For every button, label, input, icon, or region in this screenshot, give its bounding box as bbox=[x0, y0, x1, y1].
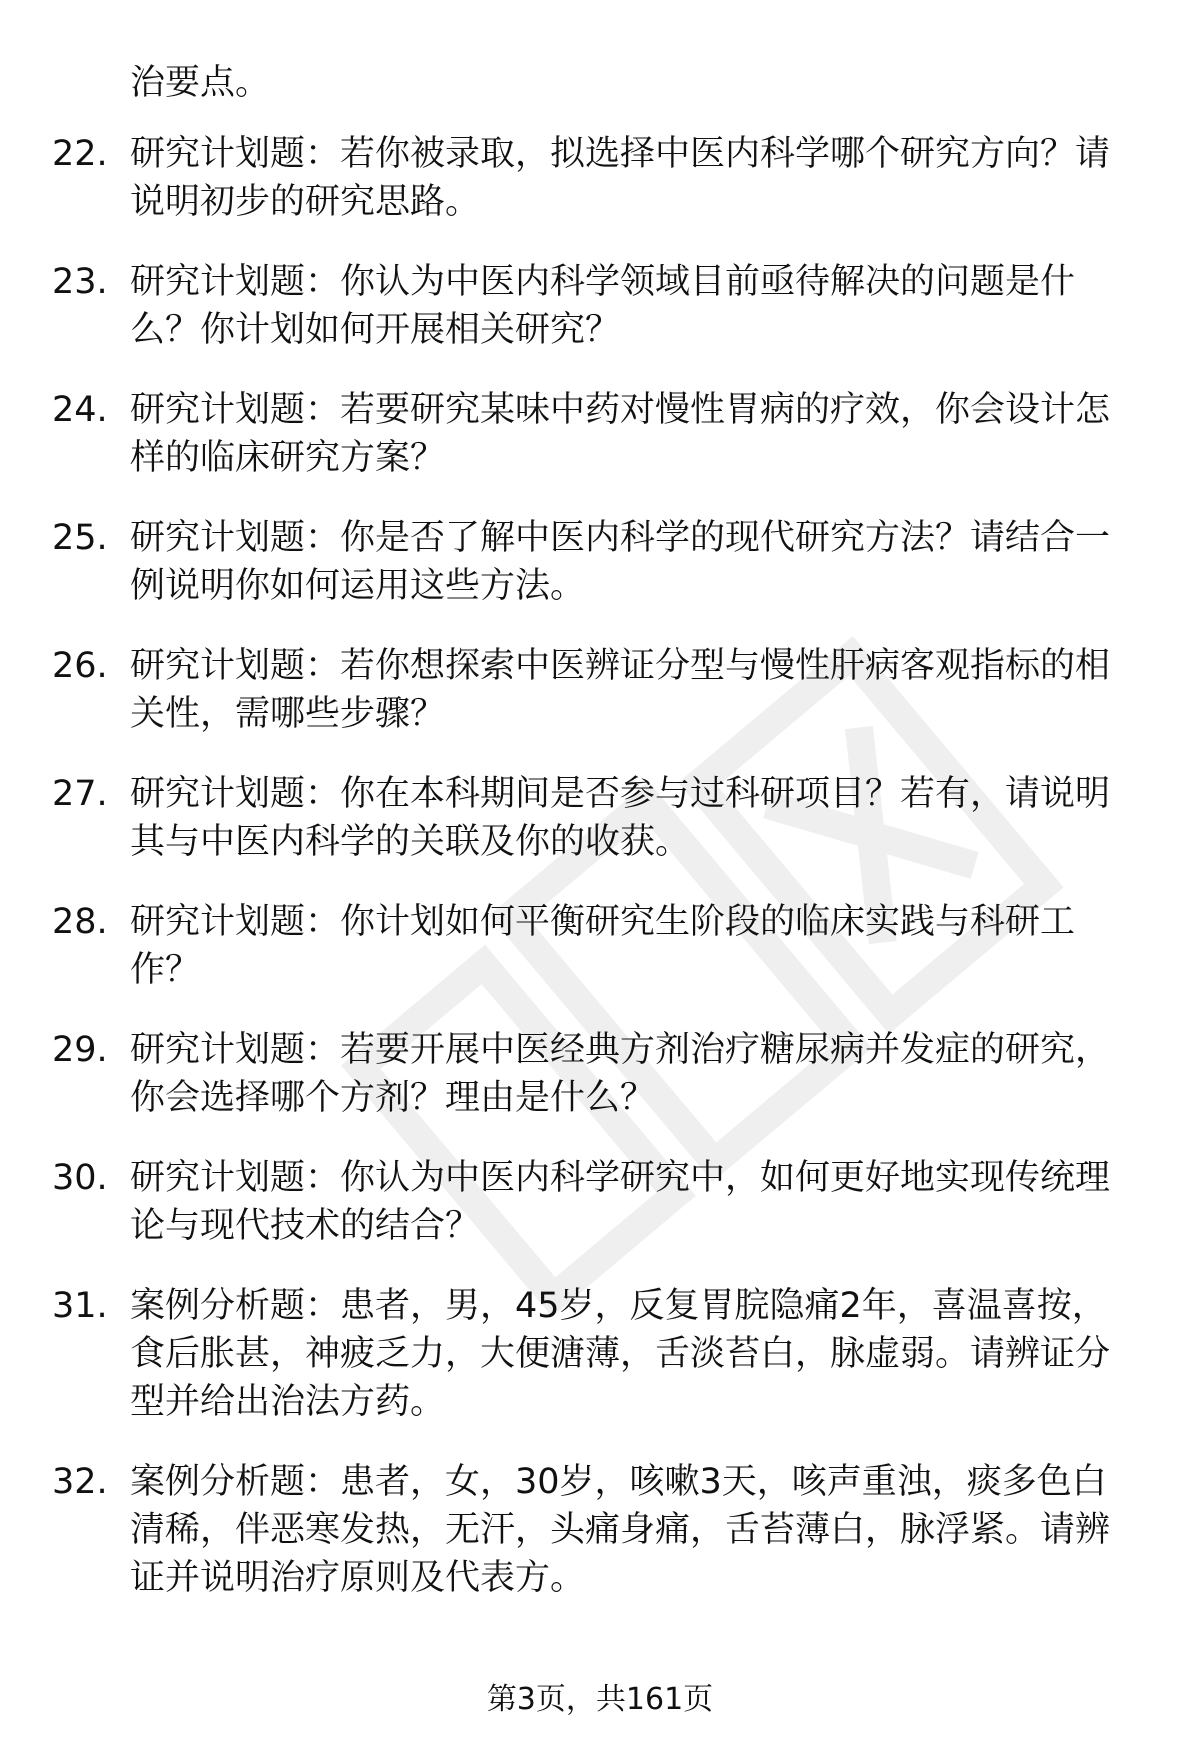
question-item bbox=[0, 258, 1200, 354]
question-text: 研究计划题：你认为中医内科学领域目前亟待解决的问题是什么？你计划如何开展相关研究？ bbox=[130, 262, 1076, 350]
question-number: 23. bbox=[52, 262, 108, 302]
question-number: 32. bbox=[52, 1462, 108, 1502]
question-number: 24. bbox=[52, 390, 108, 430]
question-number: 28. bbox=[52, 902, 108, 942]
question-item bbox=[0, 1282, 1200, 1426]
continuation-text: 治要点。 bbox=[130, 63, 271, 103]
question-item bbox=[0, 386, 1200, 482]
question-text: 案例分析题：患者，男，45岁，反复胃脘隐痛2年，喜温喜按，食后胀甚，神疲乏力，大便溏薄，舌淡苔白，脉虚弱。请辨证分型并给出治法方药。 bbox=[130, 1286, 1111, 1422]
question-text: 研究计划题：若要开展中医经典方剂治疗糖尿病并发症的研究，你会选择哪个方剂？理由是什么？ bbox=[130, 1030, 1111, 1118]
question-item bbox=[0, 514, 1200, 610]
question-number: 27. bbox=[52, 774, 108, 814]
question-text: 研究计划题：你是否了解中医内科学的现代研究方法？请结合一例说明你如何运用这些方法。 bbox=[130, 518, 1111, 606]
question-text: 研究计划题：你计划如何平衡研究生阶段的临床实践与科研工作？ bbox=[130, 902, 1076, 990]
question-text: 案例分析题：患者，女，30岁，咳嗽3天，咳声重浊，痰多色白清稀，伴恶寒发热，无汗，头痛身痛，舌苔薄白，脉浮紧。请辨证并说明治疗原则及代表方。 bbox=[130, 1462, 1111, 1598]
question-text: 研究计划题：若你被录取，拟选择中医内科学哪个研究方向？请说明初步的研究思路。 bbox=[130, 134, 1111, 222]
question-item bbox=[0, 1154, 1200, 1250]
page-footer: 第3页，共161页 bbox=[486, 1682, 714, 1717]
question-number: 22. bbox=[52, 134, 108, 174]
question-text: 研究计划题：若你想探索中医辨证分型与慢性肝病客观指标的相关性，需哪些步骤？ bbox=[130, 646, 1111, 734]
question-number: 26. bbox=[52, 646, 108, 686]
question-item bbox=[0, 770, 1200, 866]
question-text: 研究计划题：若要研究某味中药对慢性胃病的疗效，你会设计怎样的临床研究方案？ bbox=[130, 390, 1111, 478]
question-number: 25. bbox=[52, 518, 108, 558]
question-list bbox=[0, 130, 1200, 1634]
question-item bbox=[0, 1026, 1200, 1122]
question-number: 30. bbox=[52, 1158, 108, 1198]
question-item bbox=[0, 642, 1200, 738]
question-number: 29. bbox=[52, 1030, 108, 1070]
question-item bbox=[0, 898, 1200, 994]
question-item bbox=[0, 1458, 1200, 1602]
question-number: 31. bbox=[52, 1286, 108, 1326]
question-text: 研究计划题：你在本科期间是否参与过科研项目？若有，请说明其与中医内科学的关联及你的收获。 bbox=[130, 774, 1111, 862]
question-item bbox=[0, 130, 1200, 226]
question-text: 研究计划题：你认为中医内科学研究中，如何更好地实现传统理论与现代技术的结合？ bbox=[130, 1158, 1111, 1246]
